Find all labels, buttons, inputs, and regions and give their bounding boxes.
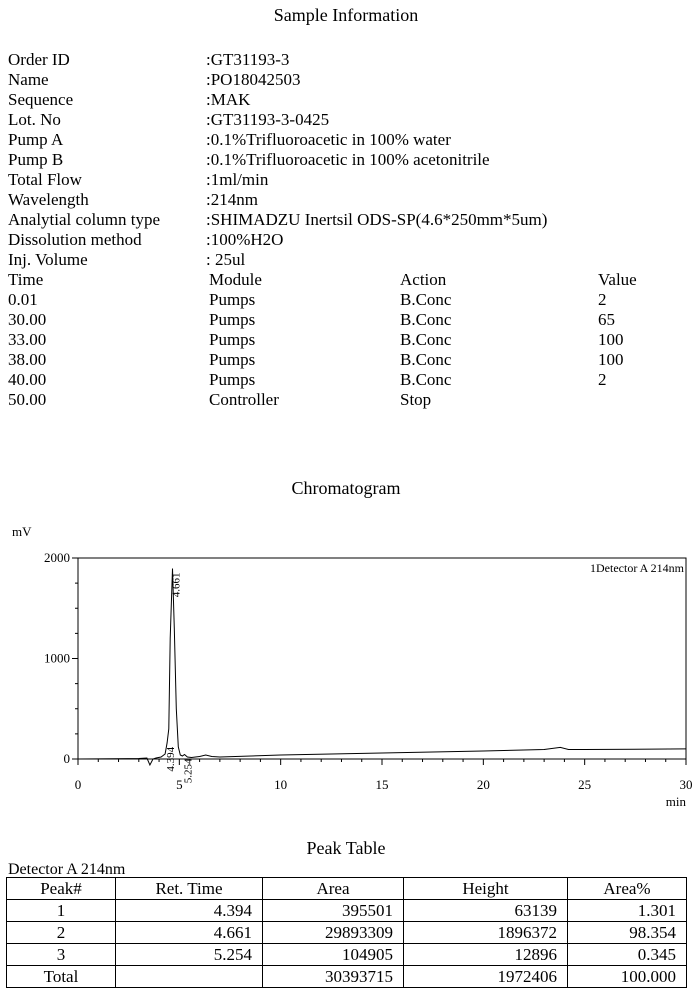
program-module: Pumps xyxy=(209,350,256,369)
peak-table-title: Peak Table xyxy=(306,838,386,858)
y-axis-label: mV xyxy=(12,524,32,539)
info-value: :GT31193-3-0425 xyxy=(206,110,330,129)
program-action: B.Conc xyxy=(400,350,452,369)
info-label: Dissolution method xyxy=(8,230,142,249)
x-tick-label: 5 xyxy=(176,777,183,792)
table-cell: 1972406 xyxy=(404,966,568,988)
table-cell: 1 xyxy=(7,900,116,922)
peak-table-header xyxy=(7,878,687,900)
table-cell: 395501 xyxy=(263,900,404,922)
info-row xyxy=(8,150,688,170)
program-header xyxy=(8,270,688,290)
program-action: B.Conc xyxy=(400,290,452,309)
x-tick-label: 25 xyxy=(578,777,592,792)
program-value: 65 xyxy=(598,310,615,329)
program-action: B.Conc xyxy=(400,310,452,329)
program-header-time: Time xyxy=(8,270,44,289)
info-label: Pump B xyxy=(8,150,64,169)
x-tick-label: 10 xyxy=(274,777,288,792)
program-value: 2 xyxy=(598,370,607,389)
table-row xyxy=(7,900,687,922)
table-cell: 4.661 xyxy=(116,922,263,944)
program-row xyxy=(8,290,688,310)
program-action: Stop xyxy=(400,390,432,409)
y-tick-label: 1000 xyxy=(44,650,70,666)
info-value: :0.1%Trifluoroacetic in 100% acetonitrile xyxy=(206,150,490,169)
table-cell: 1.301 xyxy=(568,900,687,922)
table-cell: 1896372 xyxy=(404,922,568,944)
sample-info-block xyxy=(8,50,688,270)
program-time: 38.00 xyxy=(8,350,47,369)
peak-table-header-cell: Area% xyxy=(568,878,687,900)
table-cell: 3 xyxy=(7,944,116,966)
table-cell: 104905 xyxy=(263,944,404,966)
program-value: 2 xyxy=(598,290,607,309)
program-header-value: Value xyxy=(598,270,637,289)
program-module: Controller xyxy=(209,390,279,409)
table-row xyxy=(7,966,687,988)
x-axis-label: min xyxy=(665,794,686,809)
table-cell: 98.354 xyxy=(568,922,687,944)
info-value: :SHIMADZU Inertsil ODS-SP(4.6*250mm*5um) xyxy=(206,210,548,229)
program-row xyxy=(8,310,688,330)
peak-table-header-cell: Area xyxy=(263,878,404,900)
info-row xyxy=(8,50,688,70)
info-row xyxy=(8,210,688,230)
info-value: :0.1%Trifluoroacetic in 100% water xyxy=(206,130,451,149)
info-row xyxy=(8,130,688,150)
program-time: 33.00 xyxy=(8,330,47,349)
program-row xyxy=(8,390,688,410)
program-value: 100 xyxy=(598,350,624,369)
chromatogram-chart xyxy=(0,520,692,815)
info-value: :PO18042503 xyxy=(206,70,301,89)
program-time: 30.00 xyxy=(8,310,47,329)
table-cell: 4.394 xyxy=(116,900,263,922)
info-row xyxy=(8,110,688,130)
table-cell: 100.000 xyxy=(568,966,687,988)
peak-label: 4.394 xyxy=(165,746,178,772)
info-label: Order ID xyxy=(8,50,70,69)
table-row xyxy=(7,944,687,966)
info-label: Name xyxy=(8,70,49,89)
program-action: B.Conc xyxy=(400,330,452,349)
table-cell: 5.254 xyxy=(116,944,263,966)
info-label: Wavelength xyxy=(8,190,89,209)
info-row xyxy=(8,190,688,210)
table-cell: Total xyxy=(7,966,116,988)
table-cell: 30393715 xyxy=(263,966,404,988)
info-value: :GT31193-3 xyxy=(206,50,290,69)
info-label: Pump A xyxy=(8,130,64,149)
info-row xyxy=(8,250,688,270)
series-line-detector-a xyxy=(78,569,686,766)
sample-info-title: Sample Information xyxy=(273,5,419,25)
info-label: Analytial column type xyxy=(8,210,161,229)
x-tick-label: 20 xyxy=(476,777,490,792)
program-module: Pumps xyxy=(209,290,256,309)
x-tick-label: 30 xyxy=(679,777,692,792)
info-label: Lot. No xyxy=(8,110,61,129)
info-value: :MAK xyxy=(206,90,251,109)
peak-table xyxy=(6,877,687,988)
info-label: Sequence xyxy=(8,90,74,109)
peak-table-detector: Detector A 214nm xyxy=(8,861,126,878)
table-cell: 12896 xyxy=(404,944,568,966)
info-row xyxy=(8,70,688,90)
x-tick-label: 15 xyxy=(375,777,389,792)
legend-label: 1Detector A 214nm xyxy=(590,561,684,575)
peak-table-header-cell: Ret. Time xyxy=(116,878,263,900)
program-time: 40.00 xyxy=(8,370,47,389)
info-row xyxy=(8,170,688,190)
time-program xyxy=(8,270,688,410)
program-module: Pumps xyxy=(209,310,256,329)
peak-label: 5.254 xyxy=(182,758,195,784)
info-value: :214nm xyxy=(206,190,258,209)
chromatogram-title: Chromatogram xyxy=(291,478,401,498)
program-header-action: Action xyxy=(400,270,447,289)
table-cell: 2 xyxy=(7,922,116,944)
program-value: 100 xyxy=(598,330,624,349)
info-label: Inj. Volume xyxy=(8,250,88,269)
program-row xyxy=(8,330,688,350)
info-row xyxy=(8,230,688,250)
program-module: Pumps xyxy=(209,370,256,389)
table-cell: 29893309 xyxy=(263,922,404,944)
x-tick-label: 0 xyxy=(74,777,82,792)
table-cell xyxy=(116,966,263,988)
program-time: 50.00 xyxy=(8,390,47,409)
info-value: : 25ul xyxy=(206,250,246,269)
info-label: Total Flow xyxy=(8,170,82,189)
info-row xyxy=(8,90,688,110)
program-header-module: Module xyxy=(209,270,262,289)
table-cell: 63139 xyxy=(404,900,568,922)
table-cell: 0.345 xyxy=(568,944,687,966)
table-row xyxy=(7,922,687,944)
program-row xyxy=(8,350,688,370)
info-value: :1ml/min xyxy=(206,170,269,189)
y-tick-label: 2000 xyxy=(44,550,70,565)
y-tick-label: 0 xyxy=(63,751,70,766)
program-action: B.Conc xyxy=(400,370,452,389)
program-row xyxy=(8,370,688,390)
program-module: Pumps xyxy=(209,330,256,349)
peak-table-header-cell: Height xyxy=(404,878,568,900)
program-time: 0.01 xyxy=(8,290,38,309)
peak-label: 4.661 xyxy=(170,572,183,598)
peak-table-header-cell: Peak# xyxy=(7,878,116,900)
info-value: :100%H2O xyxy=(206,230,284,249)
